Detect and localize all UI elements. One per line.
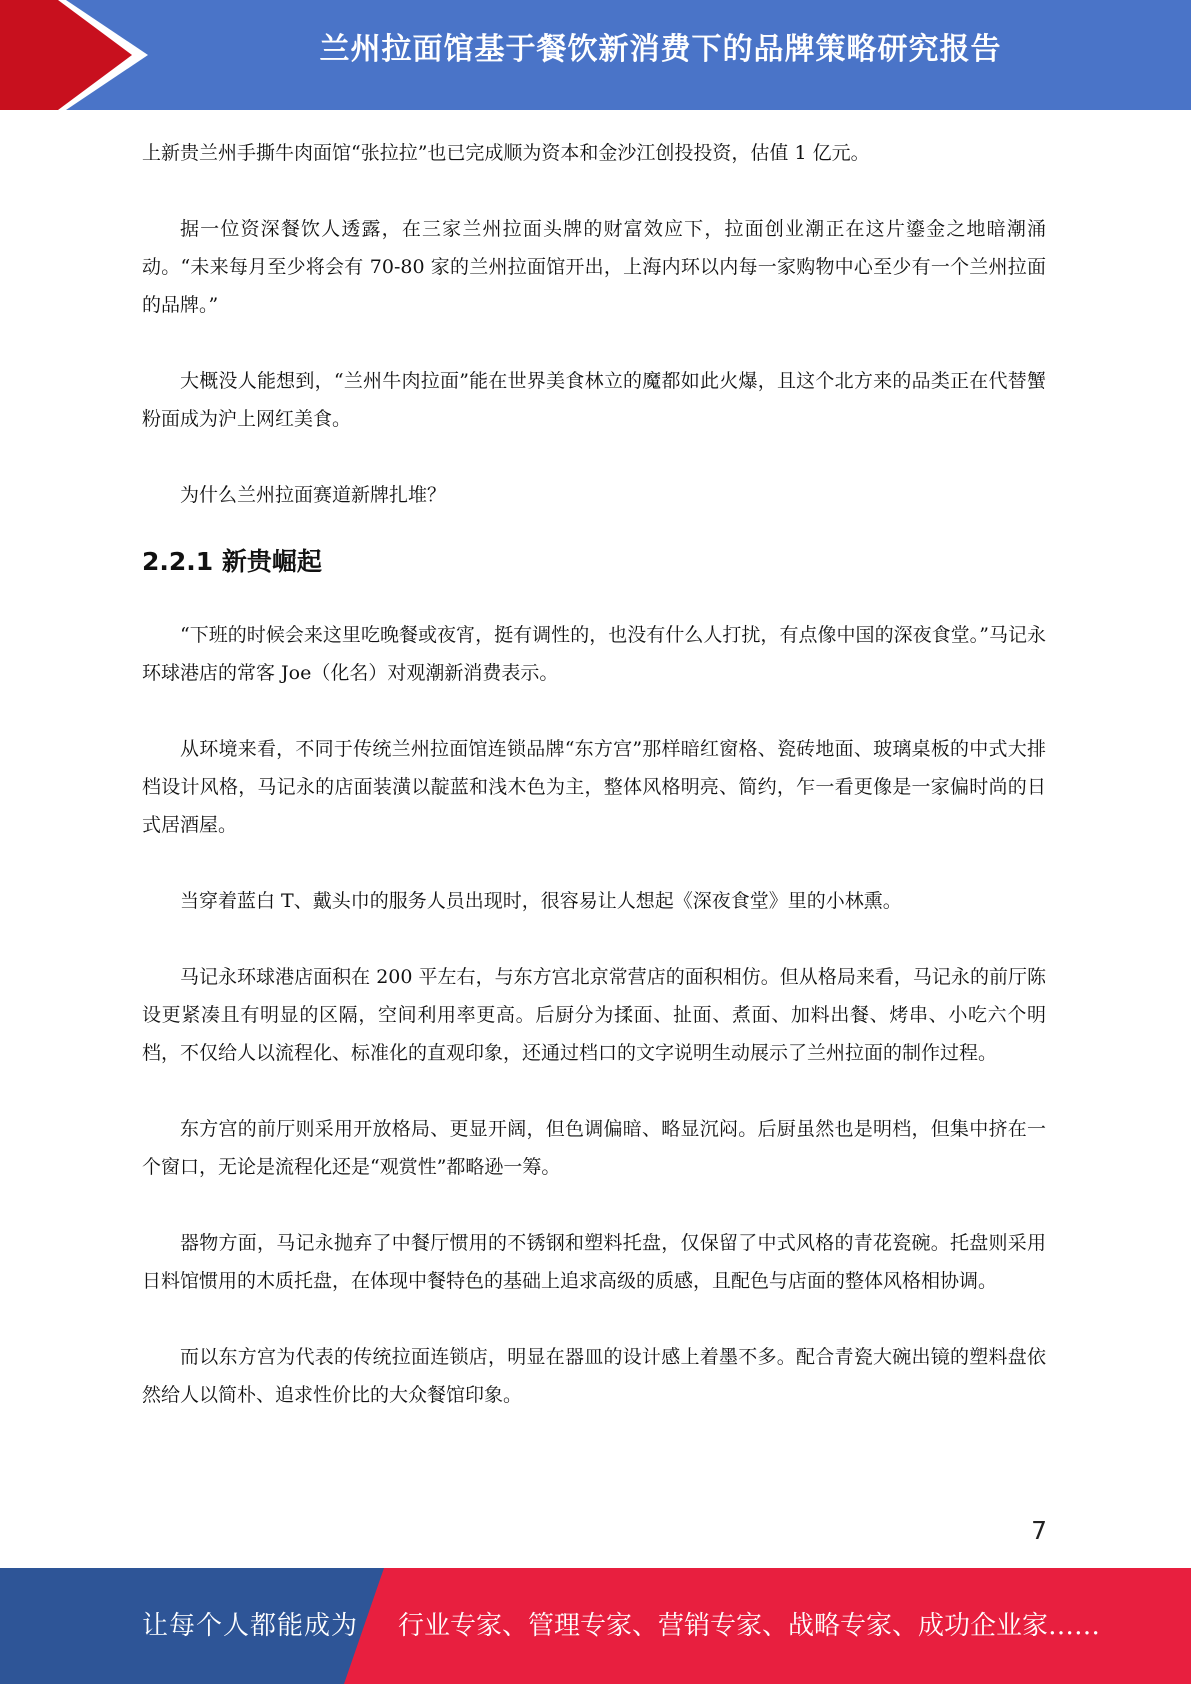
paragraph: 据一位资深餐饮人透露，在三家兰州拉面头牌的财富效应下，拉面创业潮正在这片鎏金之地暗潮涌动。“未来每月至少将会有 70-80 家的兰州拉面馆开出，上海内环以内每一家购物中心至少有一个兰州拉面的品牌。” [142, 218, 1046, 316]
page-footer [0, 1568, 1191, 1684]
page-number: 7 [1031, 1516, 1047, 1545]
section-heading: 2.2.1 新贵崛起 [142, 547, 322, 576]
paragraph: 当穿着蓝白 T、戴头巾的服务人员出现时，很容易让人想起《深夜食堂》里的小林熏。 [180, 890, 902, 912]
paragraph: 而以东方宫为代表的传统拉面连锁店，明显在器皿的设计感上着墨不多。配合青瓷大碗出镜的塑料盘依然给人以简朴、追求性价比的大众餐馆印象。 [142, 1346, 1046, 1406]
report-title: 兰州拉面馆基于餐饮新消费下的品牌策略研究报告 [319, 32, 1002, 67]
paragraph: 大概没人能想到，“兰州牛肉拉面”能在世界美食林立的魔都如此火爆，且这个北方来的品类正在代替蟹粉面成为沪上网红美食。 [142, 370, 1046, 430]
paragraph: 上新贵兰州手撕牛肉面馆“张拉拉”也已完成顺为资本和金沙江创投投资，估值 1 亿元。 [142, 142, 870, 164]
page-header [0, 0, 1191, 110]
paragraph: “下班的时候会来这里吃晚餐或夜宵，挺有调性的，也没有什么人打扰，有点像中国的深夜食堂。”马记永环球港店的常客 Joe（化名）对观潮新消费表示。 [142, 624, 1046, 684]
paragraph: 器物方面，马记永抛弃了中餐厅惯用的不锈钢和塑料托盘，仅保留了中式风格的青花瓷碗。托盘则采用日料馆惯用的木质托盘，在体现中餐特色的基础上追求高级的质感，且配色与店面的整体风格相协调。 [142, 1232, 1046, 1292]
footer-slogan-left: 让每个人都能成为 [142, 1611, 359, 1641]
paragraph: 从环境来看，不同于传统兰州拉面馆连锁品牌“东方宫”那样暗红窗格、瓷砖地面、玻璃桌板的中式大排档设计风格，马记永的店面装潢以靛蓝和浅木色为主，整体风格明亮、简约，乍一看更像是一家偏时尚的日式居酒屋。 [142, 738, 1046, 836]
footer-slogan-right: 行业专家、管理专家、营销专家、战略专家、成功企业家…… [398, 1611, 1101, 1641]
paragraph: 为什么兰州拉面赛道新牌扎堆？ [180, 484, 447, 506]
paragraph: 东方宫的前厅则采用开放格局、更显开阔，但色调偏暗、略显沉闷。后厨虽然也是明档，但集中挤在一个窗口，无论是流程化还是“观赏性”都略逊一筹。 [142, 1118, 1046, 1178]
main-content [142, 134, 1046, 1414]
paragraph: 马记永环球港店面积在 200 平左右，与东方宫北京常营店的面积相仿。但从格局来看，马记永的前厅陈设更紧凑且有明显的区隔，空间利用率更高。后厨分为揉面、扯面、煮面、加料出餐、烤串、小吃六个明档，不仅给人以流程化、标准化的直观印象，还通过档口的文字说明生动展示了兰州拉面的制作过程。 [142, 966, 1046, 1064]
